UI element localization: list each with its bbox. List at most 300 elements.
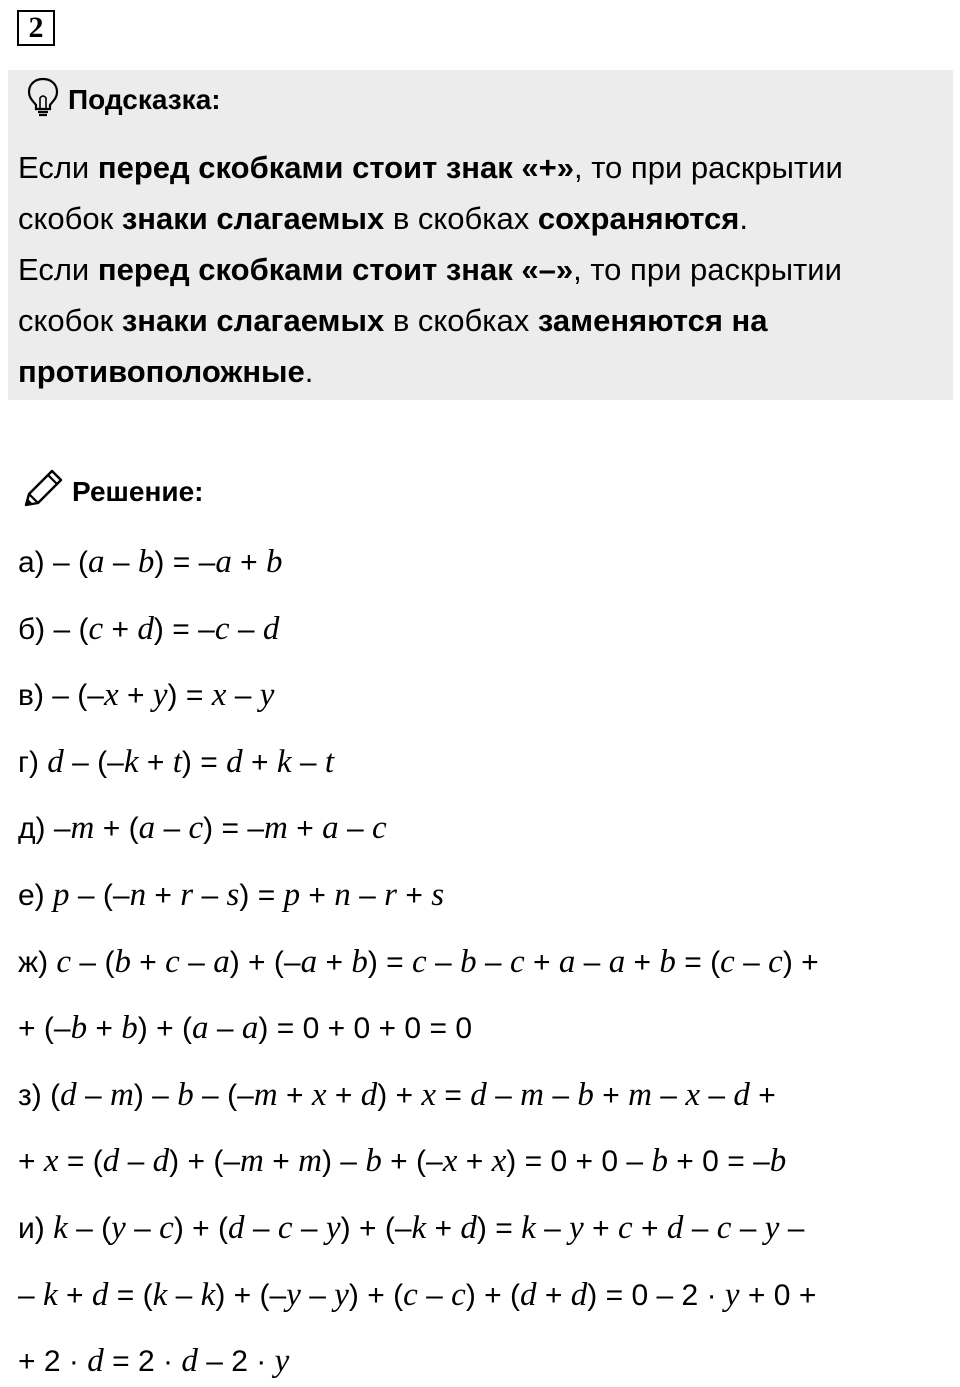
math-symbol: · — [706, 1279, 717, 1312]
math-symbol — [84, 1145, 92, 1178]
math-symbol: ) — [782, 946, 793, 979]
math-variable: m — [628, 1077, 652, 1113]
math-symbol: – — [127, 1145, 145, 1178]
math-symbol — [594, 1079, 602, 1112]
math-variable: d — [262, 611, 280, 647]
math-symbol: – — [76, 1212, 93, 1245]
math-symbol: – — [134, 1212, 151, 1245]
math-symbol: ( — [227, 1079, 238, 1112]
math-symbol: + — [102, 812, 121, 845]
math-symbol: ( — [77, 679, 88, 712]
math-symbol — [151, 1212, 159, 1245]
math-symbol — [77, 1079, 85, 1112]
math-symbol: ) — [340, 1212, 351, 1245]
math-symbol — [779, 1212, 787, 1245]
math-symbol: + — [154, 879, 172, 912]
solution-line — [18, 670, 274, 720]
math-variable: d — [102, 1143, 120, 1179]
math-symbol — [169, 1079, 177, 1112]
math-symbol — [255, 613, 263, 646]
math-symbol: – — [394, 1212, 412, 1245]
math-symbol: – — [743, 946, 760, 979]
math-symbol — [145, 679, 153, 712]
math-symbol: + — [308, 879, 326, 912]
hint-text-run: , то при раскрытии скобок — [18, 150, 843, 236]
math-symbol — [443, 1279, 451, 1312]
math-symbol — [516, 1145, 524, 1178]
math-symbol: ) — [506, 1145, 517, 1178]
math-symbol — [750, 1079, 758, 1112]
math-symbol: – — [72, 746, 89, 779]
math-symbol — [84, 1279, 92, 1312]
math-symbol: ) — [465, 1279, 476, 1312]
math-symbol — [385, 1279, 393, 1312]
math-symbol: – — [691, 1212, 709, 1245]
math-symbol — [119, 1145, 127, 1178]
math-symbol — [70, 546, 78, 579]
math-symbol — [364, 812, 372, 845]
math-symbol: 0 — [773, 1279, 791, 1312]
math-symbol — [694, 1145, 702, 1178]
math-symbol — [502, 946, 510, 979]
math-symbol: – — [247, 812, 265, 845]
math-symbol: – — [583, 946, 601, 979]
math-variable: b — [351, 944, 368, 980]
math-symbol: – — [300, 1212, 318, 1245]
math-variable: b — [137, 544, 155, 580]
math-symbol: ( — [78, 546, 89, 579]
math-variable: y — [274, 1343, 290, 1379]
math-variable: a — [300, 944, 318, 980]
math-symbol: 0 — [550, 1145, 568, 1178]
math-variable: a — [241, 1010, 259, 1046]
math-symbol: + — [378, 1012, 397, 1045]
math-variable: n — [129, 877, 147, 913]
math-variable: c — [716, 1210, 732, 1246]
math-symbol: ( — [384, 1212, 395, 1245]
hint-text — [18, 142, 943, 397]
math-variable: y — [764, 1210, 780, 1246]
math-symbol: – — [234, 679, 252, 712]
math-symbol: + — [192, 1212, 210, 1245]
math-symbol: – — [656, 1279, 674, 1312]
math-variable: m — [264, 810, 288, 846]
math-variable: k — [521, 1210, 536, 1246]
hint-bold-text: заменяются на противоположные — [18, 303, 768, 389]
solution-line — [18, 1336, 289, 1386]
math-symbol: – — [340, 1145, 357, 1178]
math-symbol — [232, 546, 240, 579]
hint-text-run: в скобках — [384, 201, 538, 236]
math-symbol — [268, 746, 276, 779]
math-symbol — [70, 613, 78, 646]
math-symbol: + — [367, 1279, 385, 1312]
math-variable: d — [228, 1210, 245, 1246]
math-symbol — [288, 812, 296, 845]
math-symbol — [251, 1279, 259, 1312]
math-symbol — [731, 1212, 739, 1245]
math-symbol — [268, 1012, 276, 1045]
math-symbol: + — [395, 1079, 414, 1112]
math-variable: t — [324, 744, 335, 780]
math-symbol — [633, 1212, 641, 1245]
math-symbol — [301, 1279, 309, 1312]
math-symbol: – — [544, 1212, 561, 1245]
math-symbol — [266, 1345, 274, 1378]
math-variable: a — [608, 944, 626, 980]
math-symbol: ( — [78, 613, 89, 646]
math-symbol — [457, 1145, 465, 1178]
math-variable: d — [226, 744, 243, 780]
math-symbol: ) — [167, 679, 178, 712]
math-symbol — [487, 1079, 495, 1112]
item-label: з) — [18, 1079, 51, 1112]
math-symbol — [620, 1079, 628, 1112]
math-variable: x — [442, 1143, 458, 1179]
math-symbol: = — [444, 1079, 462, 1112]
math-symbol — [108, 1279, 116, 1312]
math-symbol — [164, 546, 172, 579]
math-symbol — [790, 1279, 798, 1312]
math-variable: d — [520, 1277, 537, 1313]
math-variable: k — [276, 744, 292, 780]
math-symbol: 0 — [353, 1012, 371, 1045]
math-symbol: ( — [259, 1279, 270, 1312]
math-symbol — [314, 812, 322, 845]
math-symbol — [326, 1079, 334, 1112]
math-symbol: – — [175, 1279, 193, 1312]
math-symbol: ( — [92, 1145, 103, 1178]
math-variable: a — [88, 544, 105, 580]
math-variable: m — [520, 1077, 544, 1113]
math-symbol — [164, 746, 172, 779]
math-symbol: – — [359, 879, 376, 912]
math-variable: y — [152, 677, 168, 713]
math-symbol — [318, 1212, 326, 1245]
math-symbol: = — [116, 1279, 135, 1312]
math-symbol — [70, 879, 78, 912]
math-symbol — [683, 1212, 691, 1245]
math-variable: k — [53, 1210, 68, 1246]
solution-title: Решение: — [72, 476, 204, 507]
math-symbol — [512, 1079, 520, 1112]
math-symbol: – — [112, 546, 130, 579]
math-variable: c — [509, 944, 525, 980]
hint-text-run: Если — [18, 150, 98, 185]
math-variable: d — [666, 1210, 684, 1246]
item-label: е) — [18, 879, 54, 912]
hint-paragraph — [18, 142, 943, 244]
math-symbol: = — [172, 546, 191, 579]
math-symbol: ) — [258, 1012, 269, 1045]
math-symbol — [319, 1012, 327, 1045]
math-variable: k — [411, 1210, 427, 1246]
item-label: а) — [18, 546, 54, 579]
item-label: ж) — [18, 946, 57, 979]
math-variable: r — [180, 877, 194, 913]
math-symbol: + — [187, 1145, 205, 1178]
math-variable: p — [283, 877, 301, 913]
math-variable: d — [360, 1077, 378, 1113]
solution-header — [20, 470, 203, 514]
math-variable: c — [214, 611, 230, 647]
math-symbol — [452, 946, 460, 979]
math-symbol — [36, 1012, 44, 1045]
solution-line — [18, 737, 334, 787]
math-symbol — [174, 1012, 182, 1045]
math-symbol — [93, 1212, 101, 1245]
math-symbol: – — [112, 879, 130, 912]
math-symbol: + — [465, 1145, 484, 1178]
math-symbol — [223, 1345, 231, 1378]
math-symbol: – — [152, 1079, 169, 1112]
math-symbol — [155, 1345, 163, 1378]
math-symbol — [317, 746, 325, 779]
math-symbol — [610, 1212, 618, 1245]
math-symbol — [134, 1279, 142, 1312]
math-symbol: 2 — [137, 1345, 155, 1378]
hint-text-run: Если — [18, 252, 98, 287]
math-symbol — [584, 1212, 592, 1245]
math-symbol: · — [163, 1345, 173, 1378]
math-symbol: – — [79, 946, 97, 979]
math-symbol: ( — [128, 812, 139, 845]
math-symbol: ) — [154, 546, 165, 579]
math-symbol — [525, 946, 533, 979]
math-symbol — [423, 879, 431, 912]
math-variable: c — [768, 944, 783, 980]
pencil-icon — [20, 467, 66, 518]
solution-line — [18, 604, 279, 654]
math-variable: d — [47, 744, 64, 780]
math-variable: b — [769, 1143, 787, 1179]
math-symbol: ) — [137, 1012, 148, 1045]
math-symbol: + — [334, 1079, 353, 1112]
math-symbol: – — [484, 946, 502, 979]
math-symbol — [120, 812, 128, 845]
math-symbol — [765, 1279, 773, 1312]
math-symbol: + — [801, 946, 819, 979]
math-symbol: + — [358, 1212, 377, 1245]
math-symbol: + — [641, 1212, 659, 1245]
math-symbol: + — [18, 1012, 36, 1045]
math-variable: r — [384, 877, 398, 913]
math-symbol: + — [18, 1145, 36, 1178]
math-symbol: – — [18, 1279, 35, 1312]
math-symbol: ) — [173, 1212, 184, 1245]
math-symbol: – — [299, 746, 317, 779]
math-symbol — [180, 946, 188, 979]
math-symbol — [760, 946, 768, 979]
math-symbol: + — [633, 946, 652, 979]
math-symbol — [477, 946, 485, 979]
math-symbol — [240, 946, 248, 979]
math-variable: y — [569, 1210, 584, 1246]
math-variable: d — [570, 1277, 588, 1313]
math-symbol: – — [739, 1212, 757, 1245]
math-variable: y — [724, 1277, 740, 1313]
item-label: и) — [18, 1212, 54, 1245]
math-variable: a — [215, 544, 232, 580]
math-symbol: = — [386, 946, 404, 979]
math-symbol — [219, 1079, 227, 1112]
math-symbol — [502, 1279, 510, 1312]
math-symbol: + — [248, 946, 266, 979]
math-symbol — [59, 1145, 67, 1178]
math-symbol: ( — [393, 1279, 404, 1312]
math-variable: c — [720, 944, 735, 980]
math-symbol — [194, 1079, 202, 1112]
hint-text-run: . — [739, 201, 748, 236]
math-symbol — [35, 1279, 43, 1312]
math-symbol: – — [77, 879, 95, 912]
math-symbol — [673, 1279, 681, 1312]
math-symbol — [61, 1345, 69, 1378]
math-symbol: ( — [97, 746, 108, 779]
math-symbol: – — [53, 613, 71, 646]
math-variable: k — [123, 744, 139, 780]
math-variable: b — [266, 544, 283, 580]
math-symbol — [708, 1212, 716, 1245]
math-symbol: – — [201, 879, 219, 912]
math-variable: c — [159, 1210, 174, 1246]
math-symbol — [676, 946, 684, 979]
math-symbol — [94, 812, 102, 845]
math-symbol: ) — [229, 946, 240, 979]
math-symbol — [258, 546, 266, 579]
math-symbol — [536, 1212, 544, 1245]
math-symbol: + — [233, 1279, 252, 1312]
math-symbol: + — [240, 546, 258, 579]
math-variable: b — [577, 1077, 594, 1113]
math-symbol: – — [206, 1345, 223, 1378]
math-symbol: – — [753, 1145, 770, 1178]
math-symbol — [203, 679, 211, 712]
math-symbol — [659, 1212, 667, 1245]
math-symbol: 0 — [601, 1145, 619, 1178]
math-symbol — [427, 946, 435, 979]
math-symbol — [702, 946, 710, 979]
math-variable: t — [172, 744, 182, 780]
math-symbol — [103, 613, 111, 646]
math-symbol — [130, 546, 138, 579]
math-symbol: = — [684, 946, 702, 979]
math-variable: x — [685, 1077, 700, 1113]
math-symbol — [249, 879, 257, 912]
math-symbol — [376, 879, 384, 912]
math-variable: x — [421, 1077, 437, 1113]
math-variable: d — [181, 1343, 198, 1379]
math-symbol: 2 — [231, 1345, 248, 1378]
math-symbol — [36, 1345, 44, 1378]
math-symbol — [326, 1279, 334, 1312]
math-variable: c — [56, 944, 72, 980]
task-number: 2 — [17, 10, 55, 46]
math-symbol: – — [708, 1079, 725, 1112]
math-symbol: ) — [239, 879, 250, 912]
math-symbol: ) — [348, 1279, 359, 1312]
math-symbol: ( — [273, 946, 284, 979]
math-variable: d — [470, 1077, 487, 1113]
math-symbol — [600, 946, 608, 979]
math-symbol — [68, 1212, 76, 1245]
math-symbol: = — [276, 1012, 295, 1045]
math-symbol — [36, 1145, 44, 1178]
math-symbol: + — [532, 946, 551, 979]
math-symbol: + — [327, 1012, 346, 1045]
math-symbol: 0 — [302, 1012, 320, 1045]
math-symbol — [229, 613, 237, 646]
math-symbol: – — [52, 679, 69, 712]
math-variable: c — [188, 810, 204, 846]
math-variable: x — [311, 1077, 327, 1113]
hint-bold-text: знаки слагаемых — [121, 201, 385, 236]
math-variable: p — [53, 877, 70, 913]
math-symbol — [192, 1279, 200, 1312]
math-variable: c — [403, 1277, 418, 1313]
solution-line — [18, 1203, 804, 1253]
math-symbol — [164, 613, 172, 646]
math-symbol: = — [429, 1012, 447, 1045]
math-symbol: = — [66, 1145, 85, 1178]
math-symbol — [345, 1012, 353, 1045]
math-symbol — [698, 1279, 706, 1312]
math-variable: x — [103, 677, 119, 713]
math-symbol: ( — [218, 1212, 229, 1245]
solution-line — [18, 1003, 472, 1053]
math-symbol — [756, 1212, 764, 1245]
math-variable: y — [259, 677, 275, 713]
math-symbol — [266, 946, 274, 979]
hint-paragraph — [18, 244, 943, 397]
solution-line — [18, 803, 387, 853]
math-symbol — [251, 679, 259, 712]
math-symbol: – — [198, 546, 216, 579]
math-symbol — [513, 1212, 521, 1245]
math-variable: y — [325, 1210, 341, 1246]
math-symbol: ( — [182, 1012, 192, 1045]
math-variable: m — [70, 810, 95, 846]
math-symbol: + — [602, 1079, 620, 1112]
math-variable: b — [70, 1010, 88, 1046]
math-symbol — [303, 1079, 311, 1112]
math-symbol — [294, 1012, 302, 1045]
math-symbol — [359, 1279, 367, 1312]
solution-line — [18, 937, 819, 987]
solution-line — [18, 1270, 816, 1320]
math-symbol — [290, 1145, 298, 1178]
math-symbol: + — [126, 679, 145, 712]
math-symbol — [387, 1079, 395, 1112]
math-symbol — [550, 946, 558, 979]
math-symbol: ( — [101, 1212, 112, 1245]
math-symbol: – — [283, 946, 301, 979]
math-symbol: ( — [710, 946, 721, 979]
math-variable: c — [618, 1210, 633, 1246]
math-symbol — [205, 946, 213, 979]
math-symbol: + — [758, 1079, 776, 1112]
math-symbol — [270, 1212, 278, 1245]
solution-line — [18, 1136, 786, 1186]
math-symbol: – — [216, 1012, 234, 1045]
math-symbol: + — [544, 1279, 563, 1312]
math-variable: y — [111, 1210, 126, 1246]
math-variable: b — [460, 944, 477, 980]
math-symbol: + — [676, 1145, 694, 1178]
math-symbol — [225, 1279, 233, 1312]
math-symbol: ) — [367, 946, 378, 979]
math-symbol: + — [18, 1345, 36, 1378]
